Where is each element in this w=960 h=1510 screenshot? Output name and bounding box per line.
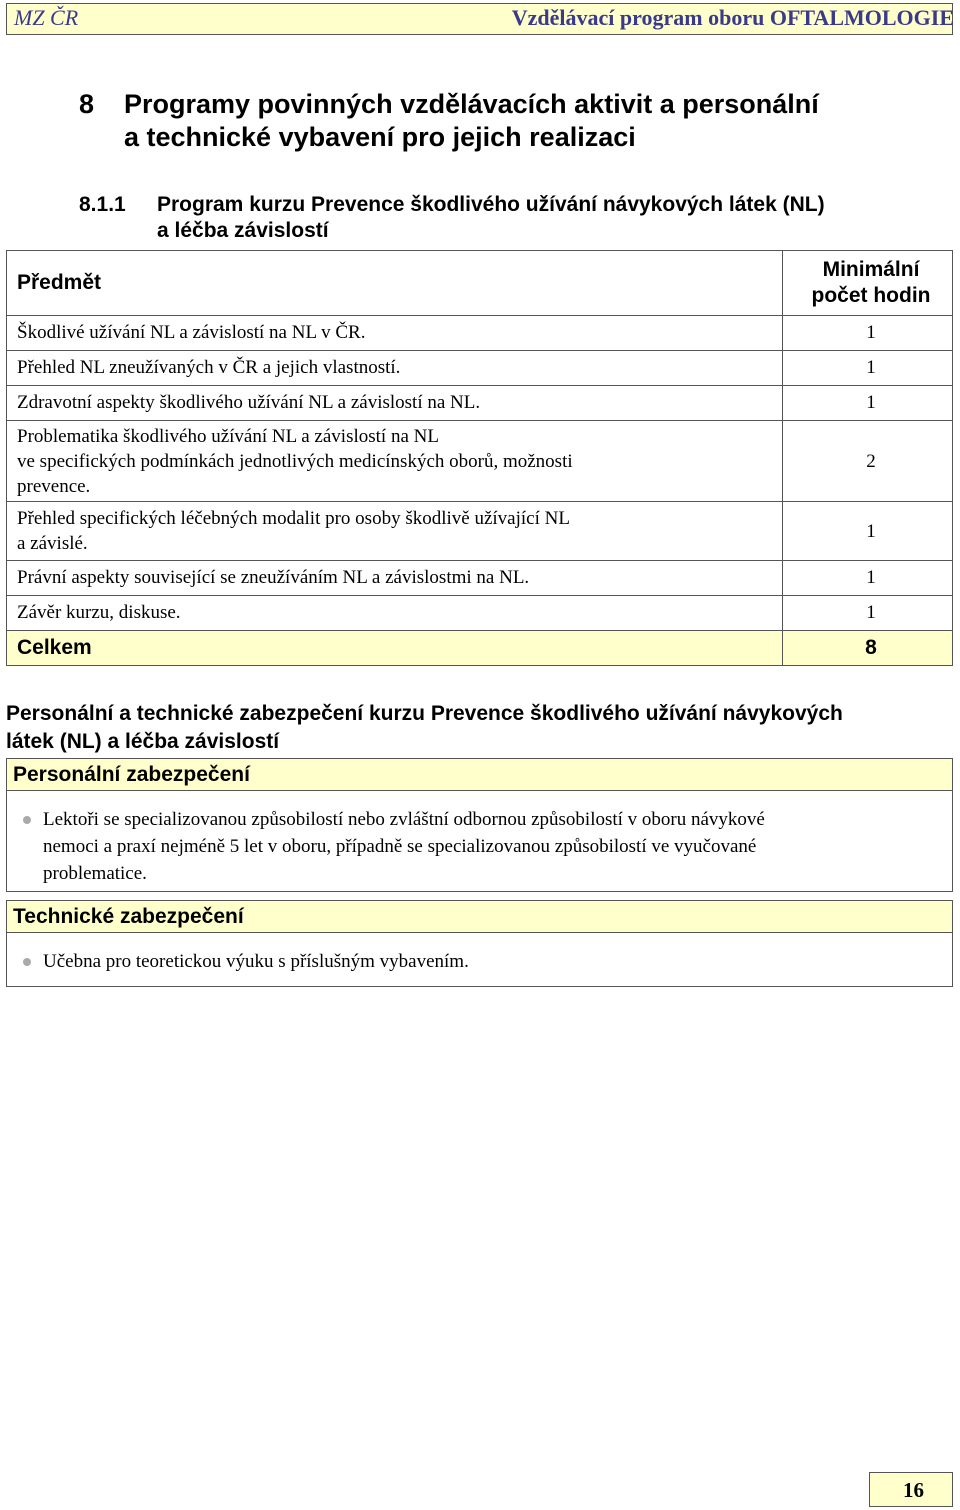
row-subject [7,502,783,561]
personnel-title-line2: látek (NL) a léčba závislostí [6,730,280,753]
row-subject: Závěr kurzu, diskuse. [7,596,783,631]
row-subject: Zdravotní aspekty škodlivého užívání NL a závislostí na NL. [7,386,783,421]
total-value: 8 [783,631,953,666]
section-number: 8 [79,89,95,119]
total-label: Celkem [7,631,783,666]
personal-staffing-text [43,806,765,887]
column-header-subject: Předmět [7,251,783,316]
column-header-hours-line1: Minimální [822,258,920,281]
row-subject-line1: Přehled specifických léčebných modalit pro osoby škodlivě užívající NL [17,508,570,529]
technical-equipment-heading-bar [6,900,953,933]
row-subject: Přehled NL zneužívaných v ČR a jejich vlastností. [7,351,783,386]
personal-staffing-heading-bar [6,758,953,791]
personal-staffing-line2: nemoci a praxí nejméně 5 let v oboru, případně se specializovanou způsobilostí ve vyučované [43,836,757,857]
row-hours: 1 [783,596,953,631]
table-row [7,351,953,386]
table-header-row [7,251,953,316]
page-number: 16 [903,1478,924,1502]
row-subject-line1: Problematika škodlivého užívání NL a závislostí na NL [17,425,439,447]
subsection-title-line2: a léčba závislostí [157,219,329,242]
course-program-table [6,250,953,666]
table-row [7,421,953,502]
personal-staffing-line3: problematice. [43,863,147,884]
technical-equipment-heading: Technické zabezpečení [13,905,244,928]
table-row [7,386,953,421]
personnel-title-line1: Personální a technické zabezpečení kurzu Prevence škodlivého užívání návykových [6,702,843,725]
row-subject-line2: ve specifických podmínkách jednotlivých medicínských oborů, možnosti [17,450,573,472]
header-program-title: Vzdělávací program oboru OFTALMOLOGIE [511,5,954,30]
header-ministry: MZ ČR [14,5,79,30]
row-subject: Právní aspekty související se zneužíváním NL a závislostmi na NL. [7,561,783,596]
technical-equipment-text: Učebna pro teoretickou výuku s příslušným vybavením. [43,951,469,972]
row-subject-line2: a závislé. [17,533,88,554]
row-subject-line3: prevence. [17,475,91,497]
section-title-line2: a technické vybavení pro jejich realizaci [124,122,636,152]
table-row [7,596,953,631]
table-row [7,561,953,596]
page-number-box [869,1472,953,1507]
row-hours: 1 [783,561,953,596]
subsection-number: 8.1.1 [79,193,126,216]
row-hours: 1 [783,386,953,421]
bullet-icon [23,816,31,824]
personal-staffing-line1: Lektoři se specializovanou způsobilostí nebo zvláštní odbornou způsobilostí v oboru návykové [43,809,765,830]
table-row [7,502,953,561]
column-header-hours [783,251,953,316]
row-hours: 1 [783,351,953,386]
section-title-line1: Programy povinných vzdělávacích aktivit a personální [124,89,819,119]
row-subject [7,421,783,502]
personal-staffing-heading: Personální zabezpečení [13,763,250,786]
table-total-row [7,631,953,666]
row-subject: Škodlivé užívání NL a závislostí na NL v ČR. [7,316,783,351]
subsection-title-line1: Program kurzu Prevence škodlivého užívání návykových látek (NL) [157,193,825,216]
row-hours: 1 [783,502,953,561]
row-hours: 2 [783,421,953,502]
row-hours: 1 [783,316,953,351]
table-row [7,316,953,351]
bullet-icon [23,958,31,966]
column-header-hours-line2: počet hodin [811,284,931,307]
personnel-section-title [6,700,951,756]
